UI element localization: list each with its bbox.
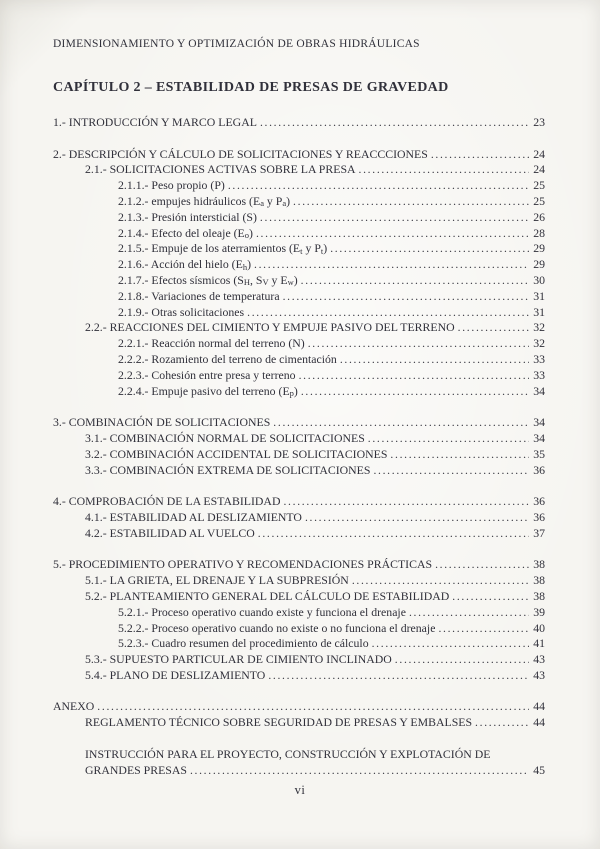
toc-entry-page: 31: [533, 288, 545, 303]
toc-entry-label: 2.- DESCRIPCIÓN Y CÁLCULO DE SOLICITACIONES Y REACCCIONES: [53, 146, 428, 161]
toc-entry: [53, 257, 545, 273]
dot-leader: [352, 573, 529, 590]
toc-entry-label: 2.1.7.- Efectos sísmicos ($S_H$, $S_V$ y $E_w$): [118, 272, 298, 288]
dot-leader: [395, 652, 529, 669]
toc-entry: [53, 368, 545, 384]
dot-leader: [301, 273, 529, 290]
toc-entry: [53, 494, 545, 510]
toc-entry: [53, 715, 545, 731]
dot-leader: [268, 668, 529, 685]
toc-entry-page: 37: [533, 525, 545, 540]
toc-entry-label: 5.2.- PLANTEAMIENTO GENERAL DEL CÁLCULO DE ESTABILIDAD: [85, 588, 450, 603]
toc-entry-page: 26: [533, 209, 545, 224]
toc-entry-label: 2.1.8.- Variaciones de temperatura: [118, 288, 280, 303]
dot-leader: [390, 447, 529, 464]
toc-entry-page: 32: [533, 320, 545, 335]
toc-entry-page: 24: [533, 162, 545, 177]
dot-leader: [299, 368, 529, 385]
toc-entry-page: 40: [533, 620, 545, 635]
dot-leader: [254, 257, 529, 274]
toc-entry-page: 35: [533, 446, 545, 461]
toc-entry: [53, 336, 545, 352]
toc-entry-page: 36: [533, 462, 545, 477]
toc-entry-page: 28: [533, 225, 545, 240]
dot-leader: [438, 621, 529, 638]
toc-entry-page: 33: [533, 367, 545, 382]
dot-leader: [305, 510, 529, 527]
dot-leader: [372, 636, 529, 653]
toc-entry: [53, 668, 545, 684]
dot-leader: [368, 431, 529, 448]
toc-entry: [53, 636, 545, 652]
dot-leader: [283, 289, 529, 306]
toc-entry: [53, 305, 545, 321]
toc-entry: [53, 463, 545, 479]
toc-entry-label: 4.2.- ESTABILIDAD AL VUELCO: [85, 525, 255, 540]
dot-leader: [190, 763, 529, 780]
dot-leader: [359, 162, 529, 179]
toc-entry-label: 2.1.9.- Otras solicitaciones: [118, 304, 245, 319]
toc-entry-label: 3.3.- COMBINACIÓN EXTREMA DE SOLICITACIONES: [85, 462, 371, 477]
toc-entry-label: 2.2.- REACCIONES DEL CIMIENTO Y EMPUJE PASIVO DEL TERRENO: [85, 320, 455, 335]
toc-entry-page: 41: [533, 636, 545, 651]
toc-entry: [53, 431, 545, 447]
toc-entry-label: 3.2.- COMBINACIÓN ACCIDENTAL DE SOLICITACIONES: [85, 446, 388, 461]
dot-leader: [301, 384, 529, 401]
toc-entry-label: 4.- COMPROBACIÓN DE LA ESTABILIDAD: [53, 494, 281, 509]
toc-entry: [53, 526, 545, 542]
dot-leader: [293, 194, 529, 211]
toc-entry-page: 44: [533, 699, 545, 714]
toc-entry-page: 24: [533, 146, 545, 161]
toc-entry: [53, 621, 545, 637]
toc-entry-label: 3.- COMBINACIÓN DE SOLICITACIONES: [53, 415, 271, 430]
toc-entry-page: 29: [533, 241, 545, 256]
dot-leader: [340, 352, 529, 369]
dot-leader: [260, 210, 529, 227]
dot-leader: [373, 463, 529, 480]
dot-leader: [435, 557, 529, 574]
toc-entry-label: INSTRUCCIÓN PARA EL PROYECTO, CONSTRUCCIÓN Y EXPLOTACIÓN DE: [85, 746, 491, 761]
toc-entry: [53, 589, 545, 605]
toc-entry-page: 29: [533, 257, 545, 272]
toc-entry-label: 2.2.3.- Cohesión entre presa y terreno: [118, 367, 296, 382]
toc-entry: [53, 352, 545, 368]
toc-entry-label: 5.1.- LA GRIETA, EL DRENAJE Y LA SUBPRESIÓN: [85, 573, 349, 588]
toc-entry: [53, 510, 545, 526]
dot-leader: [260, 115, 529, 132]
dot-leader: [283, 494, 529, 511]
toc-entry-label: 2.1.4.- Efecto del oleaje $(E_o)$: [118, 225, 253, 241]
toc-entry-label: GRANDES PRESAS: [85, 762, 187, 777]
toc-entry: [53, 415, 545, 431]
toc-entry-page: 34: [533, 415, 545, 430]
toc-entry-page: 38: [533, 557, 545, 572]
toc-entry-label: 2.1.1.- Peso propio (P): [118, 178, 225, 193]
toc-entry-label: 2.1.2.- empujes hidráulicos ($E_a$ y $P_a$): [118, 193, 291, 209]
toc-entry: [53, 747, 545, 763]
dot-leader: [258, 526, 529, 543]
toc-entry-page: 33: [533, 351, 545, 366]
toc-entry-label: 5.2.3.- Cuadro resumen del procedimiento de cálculo: [118, 636, 369, 651]
toc-entry: [53, 273, 545, 289]
dot-leader: [458, 320, 529, 337]
toc-entry-label: 5.2.2.- Proceso operativo cuando no existe o no funciona el drenaje: [118, 620, 436, 635]
table-of-contents: [53, 115, 545, 778]
toc-entry-page: 39: [533, 604, 545, 619]
toc-entry-page: 44: [533, 715, 545, 730]
dot-leader: [256, 226, 529, 243]
toc-entry-label: 5.3.- SUPUESTO PARTICULAR DE CIMIENTO INCLINADO: [85, 652, 392, 667]
dot-leader: [452, 589, 529, 606]
chapter-title: CAPÍTULO 2 – ESTABILIDAD DE PRESAS DE GRAVEDAD: [53, 80, 449, 95]
toc-entry-page: 30: [533, 272, 545, 287]
toc-entry-page: 23: [533, 115, 545, 129]
toc-entry: [53, 447, 545, 463]
toc-entry: [53, 194, 545, 210]
toc-entry: [53, 763, 545, 779]
toc-entry: [53, 147, 545, 163]
toc-entry-label: 5.- PROCEDIMIENTO OPERATIVO Y RECOMENDACIONES PRÁCTICAS: [53, 557, 433, 572]
toc-entry: [53, 384, 545, 400]
toc-entry-page: 43: [533, 652, 545, 667]
toc-entry-page: 34: [533, 430, 545, 445]
dot-leader: [308, 336, 529, 353]
toc-entry-label: 3.1.- COMBINACIÓN NORMAL DE SOLICITACIONES: [85, 430, 365, 445]
toc-entry-label: 2.1.5.- Empuje de los aterramientos ($E_t$ y $P_t$): [118, 241, 328, 256]
toc-entry-label: 2.2.1.- Reacción normal del terreno (N): [118, 336, 305, 351]
dot-leader: [247, 305, 529, 322]
toc-entry-label: 2.1.3.- Presión intersticial (S): [118, 209, 257, 224]
toc-entry: [53, 210, 545, 226]
toc-entry-page: 25: [533, 178, 545, 193]
toc-entry-label: 5.2.1.- Proceso operativo cuando existe y funciona el drenaje: [118, 604, 406, 619]
toc-entry-label: 2.1.- SOLICITACIONES ACTIVAS SOBRE LA PRESA: [85, 162, 356, 177]
toc-entry: [53, 320, 545, 336]
toc-entry: [53, 178, 545, 194]
toc-entry: [53, 115, 545, 131]
toc-entry-page: 43: [533, 667, 545, 682]
toc-entry-label: 5.4.- PLANO DE DESLIZAMIENTO: [85, 667, 266, 682]
toc-entry: [53, 573, 545, 589]
dot-leader: [475, 715, 529, 732]
toc-entry: [53, 289, 545, 305]
toc-entry-page: 38: [533, 573, 545, 588]
toc-entry-label: ANEXO: [53, 699, 95, 714]
toc-entry: [53, 699, 545, 715]
toc-entry: [53, 557, 545, 573]
dot-leader: [431, 147, 529, 164]
toc-entry-label: 2.1.6.- Acción del hielo $(E_h)$: [118, 257, 252, 272]
dot-leader: [409, 605, 529, 622]
toc-entry-page: 36: [533, 494, 545, 509]
toc-entry: [53, 162, 545, 178]
toc-entry-page: 25: [533, 193, 545, 208]
toc-entry-label: 1.- INTRODUCCIÓN Y MARCO LEGAL: [53, 115, 257, 129]
toc-entry: [53, 605, 545, 621]
toc-entry-page: 31: [533, 304, 545, 319]
toc-entry-page: 36: [533, 509, 545, 524]
toc-entry-page: 38: [533, 588, 545, 603]
running-header: DIMENSIONAMIENTO Y OPTIMIZACIÓN DE OBRAS HIDRÁULICAS: [53, 38, 420, 50]
dot-leader: [273, 415, 529, 432]
toc-entry: [53, 652, 545, 668]
footer-page-number: vi: [294, 783, 306, 797]
toc-entry-label: 4.1.- ESTABILIDAD AL DESLIZAMIENTO: [85, 509, 302, 524]
toc-entry-label: 2.2.2.- Rozamiento del terreno de cimentación: [118, 351, 337, 366]
toc-entry-label: REGLAMENTO TÉCNICO SOBRE SEGURIDAD DE PRESAS Y EMBALSES: [85, 715, 473, 730]
dot-leader: [228, 178, 529, 195]
toc-entry-label: 2.2.4.- Empuje pasivo del terreno $(E_p)$: [118, 383, 298, 399]
toc-entry: [53, 241, 545, 257]
toc-entry-page: 34: [533, 383, 545, 398]
toc-entry-page: 32: [533, 336, 545, 351]
toc-entry: [53, 226, 545, 242]
dot-leader: [330, 241, 529, 258]
dot-leader: [97, 699, 529, 716]
toc-entry-page: 45: [533, 762, 545, 777]
